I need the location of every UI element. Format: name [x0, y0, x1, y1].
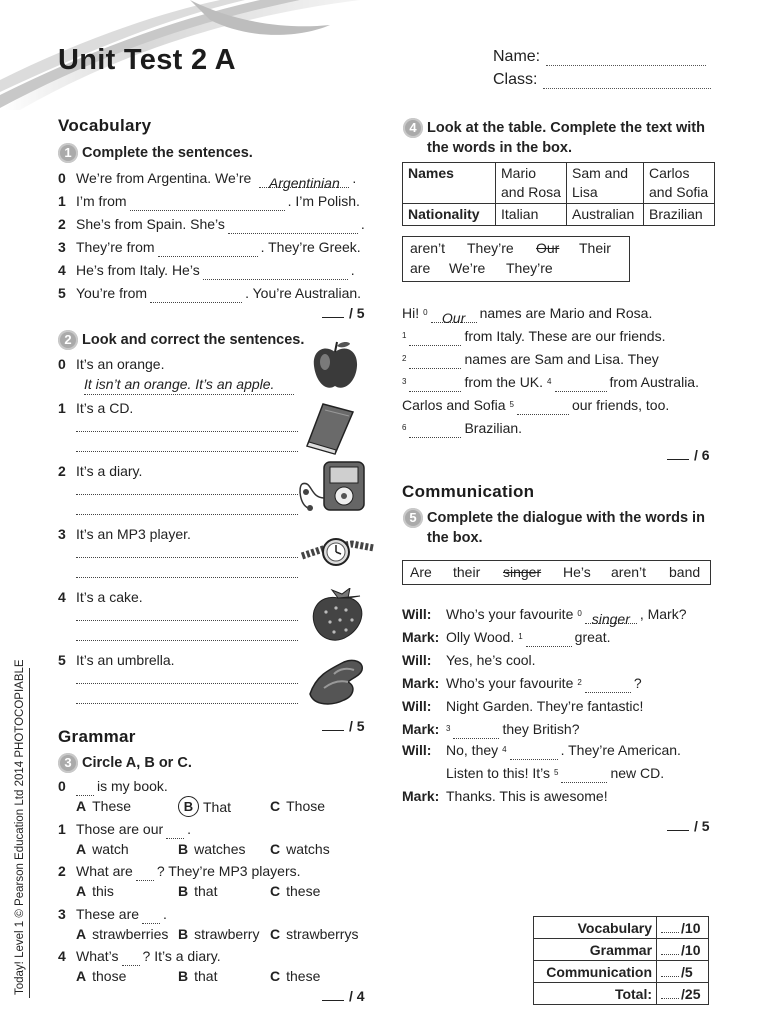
option-c[interactable]: C these [270, 883, 321, 899]
option-a[interactable]: A These [76, 798, 132, 814]
answer-field[interactable] [585, 678, 631, 693]
list-item [58, 904, 378, 946]
word-box [402, 560, 711, 585]
exercise-instruction: Look at the table. Complete the text with the words in the box. [427, 120, 705, 156]
item-text: It’s a cake. [76, 589, 143, 605]
item-text: is my book. [97, 778, 168, 794]
exercise-number-badge: 4 [403, 118, 423, 138]
item-text: . You’re Australian. [245, 285, 362, 301]
word: aren’t [410, 240, 446, 256]
table-row: Grammar /10 [534, 939, 709, 961]
word-used: Our [536, 240, 560, 256]
item-text: It’s an orange. [76, 356, 165, 372]
answer-field[interactable] [136, 866, 154, 881]
exercise-4-text: Hi! 0 Our names are Mario and Rosa. 1 from Italy. These are our friends. 2 names are Sam and Lisa. They 3 from the UK. 4 from Australia. Carlos and Sofia 5 our friends, too. 6 Brazilian. [402, 305, 699, 436]
answer-field[interactable] [409, 331, 461, 346]
answer-field[interactable] [561, 768, 607, 783]
score-label: Grammar [534, 939, 657, 961]
table-cell: Australian [567, 204, 644, 226]
answer-field[interactable] [526, 632, 572, 647]
item-text: ? It’s a diary. [142, 948, 221, 964]
answer-field[interactable] [555, 377, 607, 392]
word: Their [579, 240, 611, 256]
dialogue-line: Will: Who’s your favourite 0 singer , Mark? [402, 606, 687, 627]
answer-field[interactable]: Argentinian [259, 173, 349, 188]
option-a[interactable]: A watch [76, 841, 129, 857]
option-c[interactable]: C these [270, 968, 321, 984]
item-text: They’re from [76, 239, 155, 255]
item-number: 0 [58, 778, 66, 794]
list-item [58, 354, 294, 395]
exercise-number-badge: 1 [58, 143, 78, 163]
score-label: Total: [534, 983, 657, 1005]
word: They’re [506, 260, 553, 276]
score-field[interactable] [661, 962, 679, 977]
cake-icon [304, 652, 370, 708]
exercise-4-score: / 6 [667, 447, 710, 463]
name-field[interactable] [493, 48, 706, 66]
score-field[interactable] [661, 918, 679, 933]
mp3-player-icon [298, 458, 370, 514]
item-number: 2 [58, 463, 66, 479]
answer-field[interactable] [142, 909, 160, 924]
item-text: . I’m Polish. [287, 193, 360, 209]
item-number: 4 [58, 262, 66, 278]
exercise-1-list [58, 165, 368, 303]
word-used: singer [503, 564, 542, 580]
item-text: . [352, 170, 357, 186]
example-answer: It isn’t an orange. It’s an apple. [84, 374, 294, 395]
answer-field[interactable] [517, 400, 569, 415]
item-number: 1 [58, 193, 66, 209]
option-b-circled[interactable]: B That [178, 796, 270, 817]
copyright-sidebar: Today! Level 1 © Pearson Education Ltd 2014 PHOTOCOPIABLE [14, 659, 26, 995]
exercise-instruction: Circle A, B or C. [82, 755, 192, 771]
item-text: ? They’re MP3 players. [156, 863, 301, 879]
option-b[interactable]: B watches [178, 841, 246, 857]
item-number: 0 [58, 356, 66, 372]
list-item [58, 398, 298, 452]
name-input-line[interactable] [546, 53, 706, 66]
word: He’s [563, 564, 591, 580]
list-item [58, 211, 368, 234]
word: They’re [467, 240, 514, 256]
item-text: She’s from Spain. She’s [76, 216, 225, 232]
list-item [58, 946, 378, 988]
item-number: 1 [58, 400, 66, 416]
answer-field[interactable] [203, 265, 348, 280]
table-row: Vocabulary /10 [534, 917, 709, 939]
answer-field[interactable]: singer [585, 609, 637, 624]
word: are [410, 260, 431, 276]
exercise-1-score: / 5 [322, 305, 365, 321]
score-label: Communication [534, 961, 657, 983]
class-input-line[interactable] [543, 76, 711, 89]
communication-heading: Communication [402, 482, 535, 501]
list-item [58, 234, 368, 257]
dialogue-line: Listen to this! It’s 5 new CD. [446, 765, 665, 781]
item-number: 4 [58, 948, 66, 964]
answer-field[interactable] [510, 745, 558, 760]
item-text: . [163, 906, 167, 922]
answer-field[interactable]: Our [431, 308, 477, 323]
answer-line[interactable] [76, 450, 298, 452]
table-header: Nationality [403, 204, 496, 226]
answer-line[interactable] [76, 430, 298, 432]
list-item [58, 819, 378, 861]
list-item [58, 776, 378, 819]
table-header: Names [403, 163, 496, 204]
table-cell: Italian [496, 204, 567, 226]
answer-field[interactable] [76, 781, 94, 796]
list-item [58, 280, 368, 303]
score-field[interactable] [661, 984, 679, 999]
exercise-5-score: / 5 [667, 818, 710, 834]
exercise-number-badge: 2 [58, 330, 78, 350]
exercise-3-header [58, 753, 192, 773]
grammar-heading: Grammar [58, 727, 136, 746]
item-text: . [187, 821, 192, 837]
page-title: Unit Test 2 A [58, 44, 236, 76]
answer-field[interactable] [409, 377, 461, 392]
item-text: We’re from Argentina. We’re [76, 170, 252, 186]
option-a[interactable]: A strawberries [76, 926, 169, 942]
vocabulary-heading: Vocabulary [58, 116, 152, 135]
exercise-instruction: Look and correct the sentences. [82, 332, 305, 348]
answer-field[interactable] [122, 951, 140, 966]
table-cell: Carlos and Sofia [644, 163, 715, 204]
exercise-4-header [403, 118, 723, 158]
answer-field[interactable] [453, 724, 499, 739]
word: aren’t [611, 564, 647, 580]
answer-line[interactable] [76, 682, 298, 684]
answer-line[interactable] [76, 619, 298, 621]
option-b[interactable]: B strawberry [178, 926, 260, 942]
item-text: It’s a diary. [76, 463, 143, 479]
option-a[interactable]: A those [76, 968, 127, 984]
exercise-2-header [58, 330, 304, 350]
answer-field[interactable] [228, 219, 358, 234]
word: their [453, 564, 481, 580]
strawberry-icon [308, 588, 370, 644]
exercise-2-score: / 5 [322, 718, 365, 734]
item-text: . [350, 262, 355, 278]
exercise-number-badge: 3 [58, 753, 78, 773]
option-c[interactable]: C strawberrys [270, 926, 359, 942]
answer-field[interactable] [130, 196, 285, 211]
item-number: 2 [58, 216, 66, 232]
list-item [58, 257, 368, 280]
item-text: Those are our [76, 821, 164, 837]
dialogue-line: Mark: 3 they British? [402, 721, 580, 737]
item-text: These are [76, 906, 140, 922]
word: We’re [449, 260, 486, 276]
nationality-table [402, 162, 715, 226]
dialogue-line: Mark: Olly Wood. 1 great. [402, 629, 611, 645]
score-summary-table [533, 916, 709, 1005]
item-text: It’s an MP3 player. [76, 526, 191, 542]
item-number: 2 [58, 863, 66, 879]
list-item [58, 587, 298, 641]
answer-line[interactable] [76, 513, 298, 515]
score-label: Vocabulary [534, 917, 657, 939]
dialogue-line: Will: Yes, he’s cool. [402, 652, 536, 668]
item-text: What’s [76, 948, 119, 964]
list-item [58, 461, 298, 515]
option-b[interactable]: B that [178, 968, 218, 984]
exercise-instruction: Complete the dialogue with the words in the box. [427, 510, 705, 546]
option-a[interactable]: A this [76, 883, 114, 899]
item-text: . They’re Greek. [260, 239, 361, 255]
answer-field[interactable] [166, 824, 184, 839]
apple-icon [310, 340, 360, 392]
dialogue-line: Will: No, they 4 . They’re American. [402, 742, 681, 758]
answer-line[interactable] [76, 576, 298, 578]
list-item [58, 650, 298, 704]
option-c[interactable]: C Those [270, 798, 326, 814]
table-row: Communication /5 [534, 961, 709, 983]
item-number: 3 [58, 906, 66, 922]
book-icon [305, 402, 355, 456]
item-text: . [360, 216, 365, 232]
item-text: I’m from [76, 193, 127, 209]
table-cell: Sam and Lisa [567, 163, 644, 204]
word: band [669, 564, 701, 580]
exercise-3-list [58, 776, 378, 988]
exercise-instruction: Complete the sentences. [82, 145, 253, 161]
list-item [58, 188, 368, 211]
class-label: Class: [493, 71, 538, 88]
item-number: 1 [58, 821, 66, 837]
dialogue [402, 601, 732, 806]
item-text: What are [76, 863, 133, 879]
item-number: 0 [58, 170, 66, 186]
list-item [58, 861, 378, 904]
word: Are [410, 564, 432, 580]
list-item [58, 524, 298, 578]
answer-line[interactable] [76, 493, 298, 495]
item-text: You’re from [76, 285, 148, 301]
item-text: He’s from Italy. He’s [76, 262, 200, 278]
exercise-1-header [58, 143, 253, 163]
answer-field[interactable] [409, 423, 461, 438]
answer-line[interactable] [76, 556, 298, 558]
exercise-5-header [403, 508, 723, 548]
answer-line[interactable] [76, 639, 298, 641]
answer-field[interactable] [158, 242, 258, 257]
answer-field[interactable] [150, 288, 242, 303]
watch-icon [300, 534, 376, 570]
sidebar-rule [29, 668, 30, 998]
score-field[interactable] [661, 940, 679, 955]
table-cell: Mario and Rosa [496, 163, 567, 204]
option-c[interactable]: C watchs [270, 841, 330, 857]
name-label: Name: [493, 48, 541, 65]
item-text: It’s a CD. [76, 400, 134, 416]
dialogue-line: Mark: Who’s your favourite 2 ? [402, 675, 642, 691]
table-cell: Brazilian [644, 204, 715, 226]
word-box [402, 236, 630, 282]
answer-field[interactable] [409, 354, 461, 369]
item-number: 3 [58, 526, 66, 542]
item-text: It’s an umbrella. [76, 652, 175, 668]
item-number: 5 [58, 285, 66, 301]
option-b[interactable]: B that [178, 883, 218, 899]
table-row: Total: /25 [534, 983, 709, 1005]
item-number: 3 [58, 239, 66, 255]
answer-line[interactable] [76, 702, 298, 704]
exercise-number-badge: 5 [403, 508, 423, 528]
item-number: 5 [58, 652, 66, 668]
dialogue-line: Will: Night Garden. They’re fantastic! [402, 698, 644, 714]
item-number: 4 [58, 589, 66, 605]
dialogue-line: Mark: Thanks. This is awesome! [402, 788, 608, 804]
list-item [58, 165, 368, 191]
exercise-3-score: / 4 [322, 988, 365, 1004]
class-field[interactable] [493, 71, 711, 89]
